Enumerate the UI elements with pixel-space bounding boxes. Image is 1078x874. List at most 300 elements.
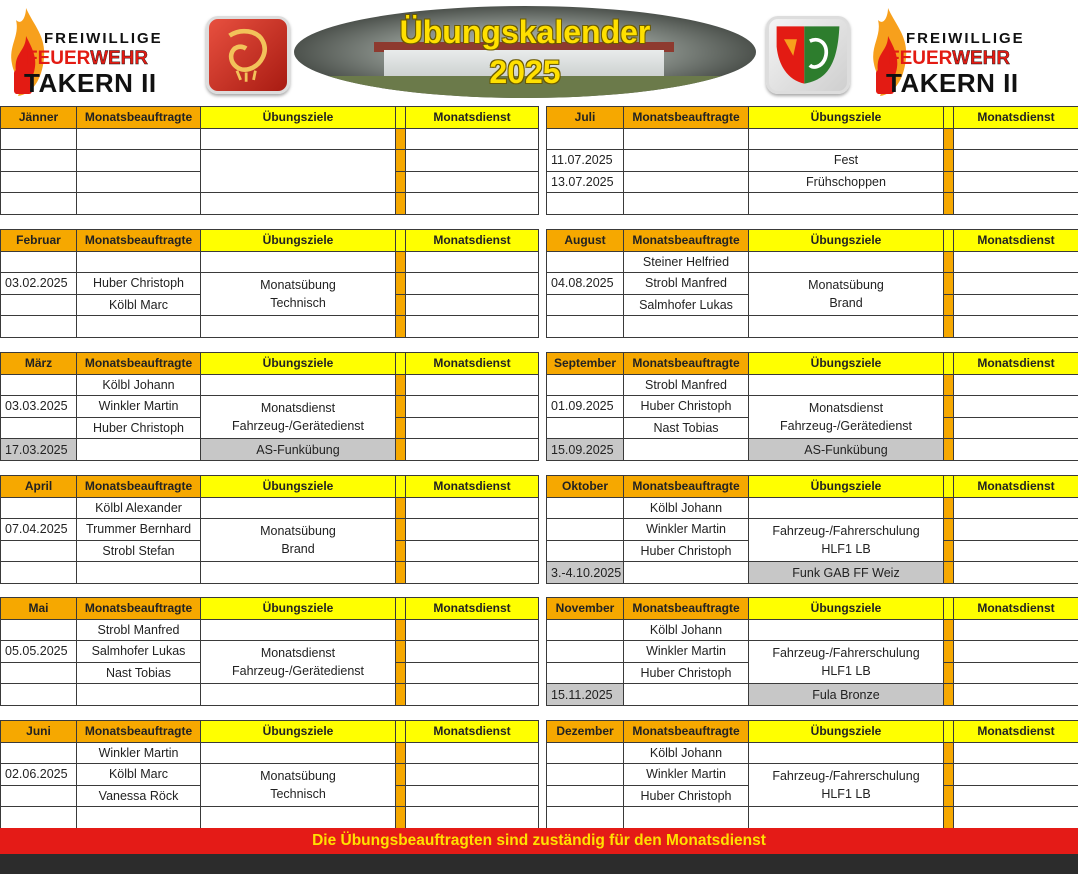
separator-cell bbox=[944, 684, 954, 706]
column-header-ziele: Übungsziele bbox=[749, 353, 944, 375]
goal-line: Fahrzeug-/Fahrerschulung bbox=[772, 769, 920, 784]
separator-cell bbox=[944, 128, 954, 150]
month-name: Oktober bbox=[547, 476, 624, 498]
separator-cell bbox=[944, 417, 954, 439]
separator-cell bbox=[396, 684, 406, 706]
person-cell bbox=[77, 439, 201, 461]
date-cell bbox=[1, 251, 77, 273]
date-cell bbox=[1, 316, 77, 338]
goal-cell bbox=[201, 316, 396, 338]
person-cell: Kölbl Johann bbox=[77, 374, 201, 396]
column-header-ziele: Übungsziele bbox=[201, 353, 396, 375]
page-title-year: 2025 bbox=[489, 54, 561, 90]
goal-line: Brand bbox=[829, 296, 863, 311]
goal-cell bbox=[749, 807, 944, 829]
separator-cell bbox=[396, 721, 406, 743]
date-cell: 03.03.2025 bbox=[1, 396, 77, 418]
goal-cell bbox=[201, 807, 396, 829]
column-header-ziele: Übungsziele bbox=[749, 107, 944, 129]
separator-cell bbox=[396, 230, 406, 252]
logo-text-line1: FREIWILLIGE bbox=[906, 30, 1025, 47]
date-cell bbox=[1, 417, 77, 439]
person-cell bbox=[77, 562, 201, 584]
goal-cell bbox=[749, 641, 944, 684]
goal-line: Monatsdienst bbox=[260, 646, 336, 661]
person-cell bbox=[77, 193, 201, 215]
bottom-bar bbox=[0, 854, 1078, 874]
separator-cell bbox=[396, 619, 406, 641]
column-header-dienst: Monatsdienst bbox=[406, 598, 539, 620]
goal-cell bbox=[201, 764, 396, 807]
separator-cell bbox=[396, 540, 406, 562]
goal-cell bbox=[201, 742, 396, 764]
goal-line: Monatsdienst bbox=[808, 401, 884, 416]
column-header-beauftragte: Monatsbeauftragte bbox=[77, 598, 201, 620]
column-header-beauftragte: Monatsbeauftragte bbox=[624, 598, 749, 620]
date-cell bbox=[547, 417, 624, 439]
separator-cell bbox=[396, 785, 406, 807]
month-block-may bbox=[0, 597, 539, 706]
goal-cell bbox=[201, 641, 396, 684]
separator-cell bbox=[944, 251, 954, 273]
goal-cell bbox=[749, 497, 944, 519]
separator-cell bbox=[944, 807, 954, 829]
dienst-cell bbox=[954, 374, 1078, 396]
dienst-cell bbox=[406, 439, 539, 461]
dienst-cell bbox=[954, 497, 1078, 519]
goal-cell bbox=[749, 396, 944, 439]
person-cell: Strobl Manfred bbox=[77, 619, 201, 641]
dienst-cell bbox=[406, 150, 539, 172]
logo-text-line2 bbox=[888, 48, 1010, 70]
date-cell bbox=[1, 128, 77, 150]
logo-text-line1: FREIWILLIGE bbox=[44, 30, 163, 47]
separator-cell bbox=[396, 316, 406, 338]
date-cell: 07.04.2025 bbox=[1, 519, 77, 541]
person-cell: Winkler Martin bbox=[624, 519, 749, 541]
dienst-cell bbox=[954, 150, 1078, 172]
date-cell bbox=[1, 374, 77, 396]
person-cell: Huber Christoph bbox=[624, 540, 749, 562]
person-cell: Huber Christoph bbox=[77, 273, 201, 295]
date-cell bbox=[547, 374, 624, 396]
separator-cell bbox=[944, 540, 954, 562]
column-header-beauftragte: Monatsbeauftragte bbox=[77, 107, 201, 129]
goal-line: Technisch bbox=[270, 296, 326, 311]
column-header-beauftragte: Monatsbeauftragte bbox=[624, 476, 749, 498]
date-cell bbox=[1, 193, 77, 215]
column-header-dienst: Monatsdienst bbox=[954, 598, 1078, 620]
separator-cell bbox=[944, 742, 954, 764]
dienst-cell bbox=[406, 193, 539, 215]
separator-cell bbox=[396, 107, 406, 129]
goal-cell bbox=[201, 273, 396, 316]
date-cell bbox=[1, 785, 77, 807]
column-header-ziele: Übungsziele bbox=[201, 230, 396, 252]
goal-line: Technisch bbox=[270, 787, 326, 802]
dienst-cell bbox=[406, 396, 539, 418]
month-name: Dezember bbox=[547, 721, 624, 743]
person-cell: Kölbl Johann bbox=[624, 497, 749, 519]
separator-cell bbox=[944, 476, 954, 498]
date-cell bbox=[547, 807, 624, 829]
dienst-cell bbox=[406, 294, 539, 316]
date-cell bbox=[547, 497, 624, 519]
goal-cell bbox=[201, 396, 396, 439]
separator-cell bbox=[944, 396, 954, 418]
dienst-cell bbox=[954, 316, 1078, 338]
date-cell bbox=[1, 171, 77, 193]
dienst-cell bbox=[954, 807, 1078, 829]
month-block-apr bbox=[0, 475, 539, 584]
person-cell: Trummer Bernhard bbox=[77, 519, 201, 541]
column-header-beauftragte: Monatsbeauftragte bbox=[624, 230, 749, 252]
footer-note: Die Übungsbeauftragten sind zuständig für den Monatsdienst bbox=[0, 828, 1078, 854]
person-cell bbox=[77, 684, 201, 706]
date-cell bbox=[1, 662, 77, 684]
separator-cell bbox=[944, 193, 954, 215]
dienst-cell bbox=[954, 128, 1078, 150]
separator-cell bbox=[396, 476, 406, 498]
separator-cell bbox=[396, 273, 406, 295]
goal-cell bbox=[749, 128, 944, 150]
date-cell: 02.06.2025 bbox=[1, 764, 77, 786]
dienst-cell bbox=[406, 519, 539, 541]
person-cell bbox=[624, 807, 749, 829]
person-cell bbox=[77, 316, 201, 338]
dienst-cell bbox=[954, 619, 1078, 641]
column-header-ziele: Übungsziele bbox=[201, 107, 396, 129]
page-header bbox=[0, 0, 1078, 104]
column-header-dienst: Monatsdienst bbox=[406, 107, 539, 129]
dienst-cell bbox=[406, 662, 539, 684]
logo-text-line3: TAKERN II bbox=[24, 68, 157, 98]
dienst-cell bbox=[406, 807, 539, 829]
date-cell bbox=[1, 619, 77, 641]
goal-cell bbox=[201, 684, 396, 706]
separator-cell bbox=[396, 171, 406, 193]
goal-line: HLF1 LB bbox=[821, 664, 871, 679]
dienst-cell bbox=[406, 562, 539, 584]
separator-cell bbox=[396, 764, 406, 786]
separator-cell bbox=[396, 807, 406, 829]
column-header-dienst: Monatsdienst bbox=[954, 721, 1078, 743]
separator-cell bbox=[944, 519, 954, 541]
separator-cell bbox=[944, 374, 954, 396]
dienst-cell bbox=[954, 764, 1078, 786]
goal-line: Fahrzeug-/Gerätedienst bbox=[779, 419, 912, 434]
separator-cell bbox=[944, 662, 954, 684]
date-cell bbox=[1, 807, 77, 829]
separator-cell bbox=[396, 396, 406, 418]
person-cell bbox=[624, 684, 749, 706]
goal-cell bbox=[201, 619, 396, 641]
separator-cell bbox=[944, 785, 954, 807]
month-name: August bbox=[547, 230, 624, 252]
separator-cell bbox=[944, 598, 954, 620]
goal-cell: Frühschoppen bbox=[749, 171, 944, 193]
date-cell bbox=[547, 193, 624, 215]
goal-cell bbox=[749, 316, 944, 338]
dienst-cell bbox=[954, 294, 1078, 316]
separator-cell bbox=[944, 353, 954, 375]
date-cell bbox=[547, 294, 624, 316]
fire-association-crest-icon bbox=[766, 16, 850, 94]
person-cell bbox=[77, 171, 201, 193]
dienst-cell bbox=[406, 785, 539, 807]
person-cell: Strobl Manfred bbox=[624, 374, 749, 396]
column-header-dienst: Monatsdienst bbox=[954, 107, 1078, 129]
date-cell: 3.-4.10.2025 bbox=[547, 562, 624, 584]
date-cell: 05.05.2025 bbox=[1, 641, 77, 663]
dienst-cell bbox=[954, 193, 1078, 215]
column-header-beauftragte: Monatsbeauftragte bbox=[624, 107, 749, 129]
column-header-ziele: Übungsziele bbox=[749, 598, 944, 620]
month-name: Februar bbox=[1, 230, 77, 252]
person-cell bbox=[77, 251, 201, 273]
separator-cell bbox=[944, 439, 954, 461]
dienst-cell bbox=[954, 562, 1078, 584]
goal-line: HLF1 LB bbox=[821, 787, 871, 802]
column-header-beauftragte: Monatsbeauftragte bbox=[624, 721, 749, 743]
goal-cell bbox=[201, 128, 396, 150]
goal-cell: AS-Funkübung bbox=[201, 439, 396, 461]
separator-cell bbox=[944, 107, 954, 129]
goal-cell bbox=[749, 742, 944, 764]
dienst-cell bbox=[406, 374, 539, 396]
month-name: Juni bbox=[1, 721, 77, 743]
person-cell: Huber Christoph bbox=[624, 662, 749, 684]
date-cell bbox=[547, 742, 624, 764]
person-cell: Winkler Martin bbox=[624, 641, 749, 663]
column-header-dienst: Monatsdienst bbox=[406, 721, 539, 743]
person-cell: Winkler Martin bbox=[77, 396, 201, 418]
separator-cell bbox=[396, 641, 406, 663]
person-cell: Nast Tobias bbox=[624, 417, 749, 439]
dienst-cell bbox=[954, 742, 1078, 764]
dienst-cell bbox=[406, 128, 539, 150]
dienst-cell bbox=[406, 171, 539, 193]
person-cell: Winkler Martin bbox=[77, 742, 201, 764]
person-cell: Kölbl Alexander bbox=[77, 497, 201, 519]
dienst-cell bbox=[954, 519, 1078, 541]
logo-text-line2 bbox=[26, 48, 148, 70]
month-block-mar bbox=[0, 352, 539, 461]
dienst-cell bbox=[954, 641, 1078, 663]
column-header-ziele: Übungsziele bbox=[201, 476, 396, 498]
dienst-cell bbox=[406, 273, 539, 295]
month-block-feb bbox=[0, 229, 539, 338]
person-cell: Nast Tobias bbox=[77, 662, 201, 684]
dienst-cell bbox=[406, 497, 539, 519]
dienst-cell bbox=[954, 439, 1078, 461]
dienst-cell bbox=[954, 662, 1078, 684]
date-cell bbox=[1, 562, 77, 584]
separator-cell bbox=[396, 439, 406, 461]
month-block-jan bbox=[0, 106, 539, 215]
column-header-dienst: Monatsdienst bbox=[954, 476, 1078, 498]
date-cell bbox=[1, 540, 77, 562]
dienst-cell bbox=[406, 641, 539, 663]
person-cell bbox=[624, 128, 749, 150]
person-cell: Strobl Stefan bbox=[77, 540, 201, 562]
month-name: November bbox=[547, 598, 624, 620]
date-cell bbox=[1, 497, 77, 519]
logo-text-feuer: FEUER bbox=[888, 48, 953, 69]
column-header-dienst: Monatsdienst bbox=[954, 230, 1078, 252]
dienst-cell bbox=[954, 396, 1078, 418]
person-cell: Kölbl Marc bbox=[77, 294, 201, 316]
month-name: März bbox=[1, 353, 77, 375]
date-cell bbox=[547, 785, 624, 807]
separator-cell bbox=[396, 598, 406, 620]
date-cell: 04.08.2025 bbox=[547, 273, 624, 295]
dienst-cell bbox=[954, 171, 1078, 193]
person-cell bbox=[624, 171, 749, 193]
goal-cell bbox=[201, 150, 396, 193]
dienst-cell bbox=[406, 540, 539, 562]
separator-cell bbox=[396, 497, 406, 519]
dienst-cell bbox=[954, 417, 1078, 439]
column-header-ziele: Übungsziele bbox=[749, 476, 944, 498]
month-block-jun bbox=[0, 720, 539, 829]
person-cell bbox=[77, 128, 201, 150]
dienst-cell bbox=[406, 684, 539, 706]
date-cell bbox=[547, 641, 624, 663]
date-cell bbox=[547, 662, 624, 684]
date-cell: 15.09.2025 bbox=[547, 439, 624, 461]
column-header-beauftragte: Monatsbeauftragte bbox=[77, 721, 201, 743]
separator-cell bbox=[944, 562, 954, 584]
goal-line: Monatsübung bbox=[260, 278, 336, 293]
person-cell: Salmhofer Lukas bbox=[624, 294, 749, 316]
column-header-dienst: Monatsdienst bbox=[954, 353, 1078, 375]
goal-cell bbox=[201, 251, 396, 273]
separator-cell bbox=[944, 641, 954, 663]
date-cell bbox=[1, 684, 77, 706]
goal-line: HLF1 LB bbox=[821, 542, 871, 557]
logo-text-wehr: WEHR bbox=[90, 48, 149, 69]
separator-cell bbox=[396, 128, 406, 150]
separator-cell bbox=[396, 417, 406, 439]
separator-cell bbox=[396, 294, 406, 316]
dienst-cell bbox=[954, 785, 1078, 807]
goal-line: Fahrzeug-/Gerätedienst bbox=[231, 419, 364, 434]
dienst-cell bbox=[406, 742, 539, 764]
fire-department-logo-right bbox=[862, 4, 1062, 100]
column-header-dienst: Monatsdienst bbox=[406, 230, 539, 252]
goal-line: Fahrzeug-/Fahrerschulung bbox=[772, 524, 920, 539]
municipal-crest-icon bbox=[206, 16, 290, 94]
person-cell bbox=[624, 562, 749, 584]
separator-cell bbox=[396, 742, 406, 764]
date-cell bbox=[547, 519, 624, 541]
column-header-beauftragte: Monatsbeauftragte bbox=[77, 353, 201, 375]
goal-line: Monatsübung bbox=[260, 524, 336, 539]
date-cell: 11.07.2025 bbox=[547, 150, 624, 172]
page-title: Übungskalender bbox=[399, 14, 651, 50]
dienst-cell bbox=[406, 316, 539, 338]
separator-cell bbox=[396, 353, 406, 375]
month-name: Juli bbox=[547, 107, 624, 129]
column-header-beauftragte: Monatsbeauftragte bbox=[77, 230, 201, 252]
person-cell: Strobl Manfred bbox=[624, 273, 749, 295]
goal-cell: Fula Bronze bbox=[749, 684, 944, 706]
month-name: September bbox=[547, 353, 624, 375]
date-cell: 15.11.2025 bbox=[547, 684, 624, 706]
goal-cell bbox=[749, 273, 944, 316]
separator-cell bbox=[944, 150, 954, 172]
date-cell bbox=[547, 540, 624, 562]
separator-cell bbox=[396, 519, 406, 541]
goal-cell bbox=[201, 374, 396, 396]
date-cell: 17.03.2025 bbox=[1, 439, 77, 461]
month-block-dec bbox=[546, 720, 1078, 829]
person-cell: Huber Christoph bbox=[624, 785, 749, 807]
goal-cell bbox=[749, 619, 944, 641]
separator-cell bbox=[396, 150, 406, 172]
month-name: April bbox=[1, 476, 77, 498]
date-cell bbox=[547, 764, 624, 786]
separator-cell bbox=[396, 193, 406, 215]
person-cell: Kölbl Johann bbox=[624, 619, 749, 641]
person-cell: Steiner Helfried bbox=[624, 251, 749, 273]
goal-cell bbox=[201, 497, 396, 519]
dienst-cell bbox=[954, 684, 1078, 706]
separator-cell bbox=[944, 721, 954, 743]
date-cell: 13.07.2025 bbox=[547, 171, 624, 193]
separator-cell bbox=[944, 764, 954, 786]
goal-cell bbox=[201, 519, 396, 562]
column-header-dienst: Monatsdienst bbox=[406, 353, 539, 375]
column-header-ziele: Übungsziele bbox=[749, 721, 944, 743]
month-block-nov bbox=[546, 597, 1078, 706]
separator-cell bbox=[944, 497, 954, 519]
date-cell bbox=[547, 128, 624, 150]
separator-cell bbox=[944, 316, 954, 338]
dienst-cell bbox=[406, 619, 539, 641]
person-cell bbox=[624, 439, 749, 461]
separator-cell bbox=[396, 251, 406, 273]
goal-cell: AS-Funkübung bbox=[749, 439, 944, 461]
person-cell bbox=[624, 150, 749, 172]
goal-line: Monatsübung bbox=[808, 278, 884, 293]
separator-cell bbox=[396, 374, 406, 396]
column-header-ziele: Übungsziele bbox=[749, 230, 944, 252]
person-cell bbox=[624, 316, 749, 338]
dienst-cell bbox=[954, 540, 1078, 562]
separator-cell bbox=[944, 230, 954, 252]
person-cell: Kölbl Johann bbox=[624, 742, 749, 764]
dienst-cell bbox=[406, 764, 539, 786]
month-name: Mai bbox=[1, 598, 77, 620]
month-block-sep bbox=[546, 352, 1078, 461]
separator-cell bbox=[396, 562, 406, 584]
date-cell bbox=[547, 251, 624, 273]
month-block-jul bbox=[546, 106, 1078, 215]
goal-cell: Funk GAB FF Weiz bbox=[749, 562, 944, 584]
month-block-oct bbox=[546, 475, 1078, 584]
separator-cell bbox=[944, 273, 954, 295]
goal-cell bbox=[201, 193, 396, 215]
column-header-ziele: Übungsziele bbox=[201, 598, 396, 620]
separator-cell bbox=[396, 662, 406, 684]
month-block-aug bbox=[546, 229, 1078, 338]
goal-cell bbox=[749, 193, 944, 215]
date-cell: 01.09.2025 bbox=[547, 396, 624, 418]
separator-cell bbox=[944, 619, 954, 641]
person-cell bbox=[624, 193, 749, 215]
